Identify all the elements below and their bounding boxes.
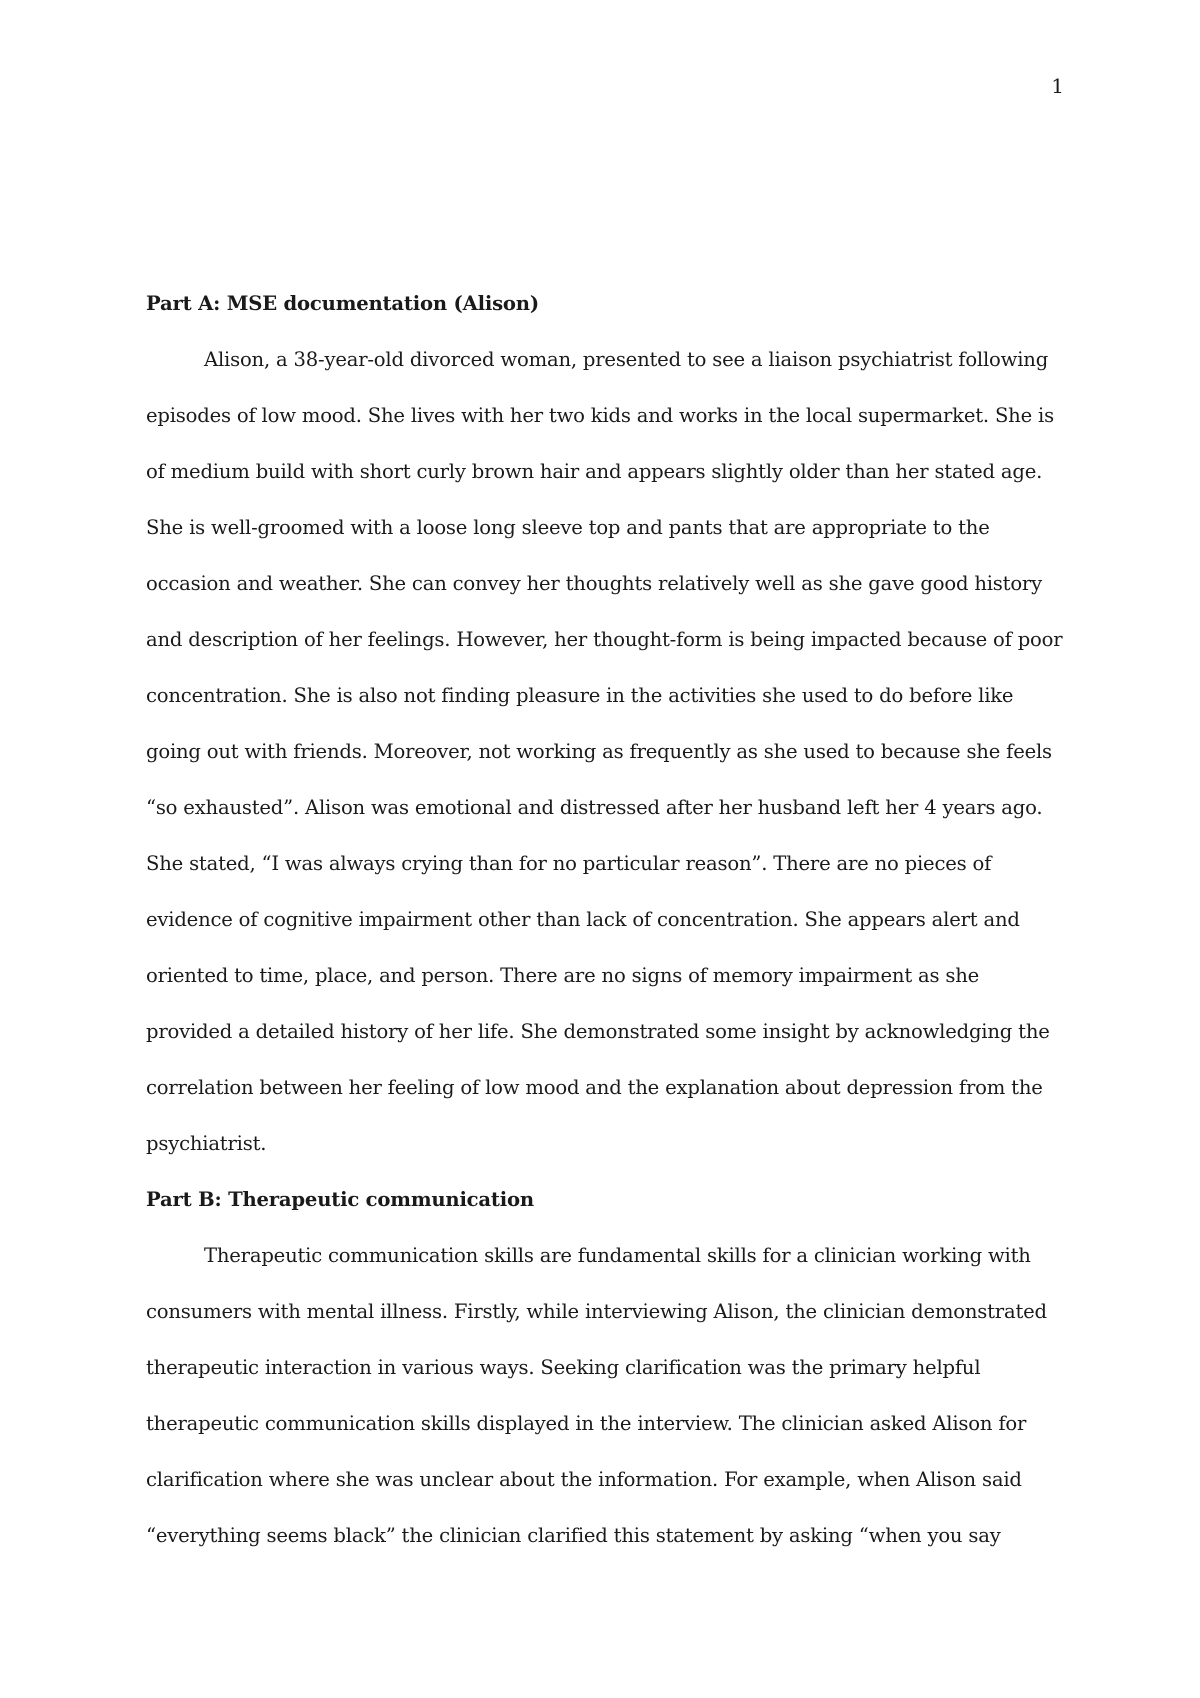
paragraph-line: evidence of cognitive impairment other than lack of concentration. She appears alert and bbox=[146, 908, 1020, 931]
page-number: 1 bbox=[1051, 74, 1064, 98]
paragraph-line: concentration. She is also not finding pleasure in the activities she used to do before like bbox=[146, 684, 1014, 707]
paragraph-line: therapeutic communication skills displayed in the interview. The clinician asked Alison for bbox=[146, 1412, 1027, 1435]
paragraph-line: going out with friends. Moreover, not working as frequently as she used to because she feels bbox=[146, 740, 1052, 763]
paragraph-line: consumers with mental illness. Firstly, while interviewing Alison, the clinician demonstrated bbox=[146, 1300, 1047, 1323]
document-body bbox=[146, 276, 1061, 1564]
paragraph-line: She stated, “I was always crying than for no particular reason”. There are no pieces of bbox=[146, 852, 992, 875]
paragraph-line: correlation between her feeling of low mood and the explanation about depression from the bbox=[146, 1076, 1043, 1099]
paragraph-line: “everything seems black” the clinician clarified this statement by asking “when you say bbox=[146, 1524, 1001, 1547]
paragraph-line: Alison, a 38-year-old divorced woman, presented to see a liaison psychiatrist following bbox=[204, 348, 1049, 371]
paragraph-line: clarification where she was unclear about the information. For example, when Alison said bbox=[146, 1468, 1022, 1491]
paragraph-line: therapeutic interaction in various ways. Seeking clarification was the primary helpful bbox=[146, 1356, 981, 1379]
paragraph-line: provided a detailed history of her life. She demonstrated some insight by acknowledging the bbox=[146, 1020, 1050, 1043]
paragraph-line: Therapeutic communication skills are fundamental skills for a clinician working with bbox=[204, 1244, 1031, 1267]
paragraph-line: “so exhausted”. Alison was emotional and distressed after her husband left her 4 years ago. bbox=[146, 796, 1043, 819]
paragraph-line: psychiatrist. bbox=[146, 1132, 267, 1155]
section-a-heading: Part A: MSE documentation (Alison) bbox=[146, 292, 539, 315]
paragraph-line: of medium build with short curly brown hair and appears slightly older than her stated age. bbox=[146, 460, 1043, 483]
paragraph-line: She is well-groomed with a loose long sleeve top and pants that are appropriate to the bbox=[146, 516, 990, 539]
paragraph-line: occasion and weather. She can convey her thoughts relatively well as she gave good history bbox=[146, 572, 1042, 595]
paragraph-line: and description of her feelings. However, her thought-form is being impacted because of poor bbox=[146, 628, 1063, 651]
section-b-heading: Part B: Therapeutic communication bbox=[146, 1188, 534, 1211]
paragraph-line: oriented to time, place, and person. There are no signs of memory impairment as she bbox=[146, 964, 980, 987]
paragraph-line: episodes of low mood. She lives with her two kids and works in the local supermarket. She is bbox=[146, 404, 1054, 427]
